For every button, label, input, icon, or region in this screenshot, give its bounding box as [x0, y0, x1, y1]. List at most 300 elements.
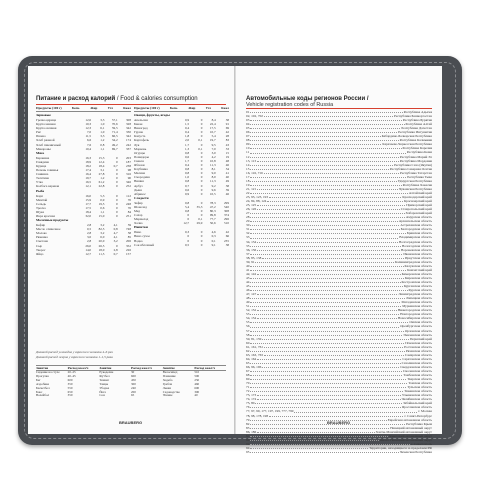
food-value: 0 [200, 150, 203, 155]
region-name: Краснодарский край [402, 194, 432, 199]
region-name: Самарская область [404, 352, 432, 357]
region-name: Республика Мордовия [399, 158, 432, 163]
region-name: Республика Дагестан [401, 126, 432, 131]
region-name: Вологодская область [401, 243, 432, 248]
food-category: Молочные продукты [36, 218, 69, 223]
dot-leader [250, 436, 388, 437]
dot-leader [250, 193, 407, 194]
food-value: 0 [200, 238, 203, 243]
dot-leader [250, 270, 406, 271]
food-value: 0,7 [113, 251, 118, 256]
food-value: 4,7 [113, 231, 118, 236]
dot-leader [250, 144, 381, 145]
food-category: Мясо [36, 150, 45, 155]
dot-leader [250, 448, 368, 449]
food-name: Свекла [134, 158, 144, 163]
region-code: 61, 161, 761 [246, 344, 263, 349]
dot-leader [294, 412, 417, 413]
codes-title-ru: Автомобильные коды регионов России / [246, 96, 369, 102]
food-value: 0 [200, 163, 203, 168]
region-code: 29 [246, 219, 250, 224]
region-code: 94 [246, 445, 250, 450]
food-value: 0,4 [184, 126, 190, 131]
region-code: 49 [246, 300, 250, 305]
note-fats: Дневной расход жиров у взрослого человека 1–1,5 раза [36, 355, 113, 359]
dot-leader [250, 286, 402, 287]
activity-kcal: 650 [67, 389, 73, 394]
activity-kcal: 40–45 [67, 373, 76, 378]
region-name: Смоленская область [402, 369, 432, 373]
food-value: 0,8 [113, 227, 118, 232]
food-name: Макароны [36, 146, 51, 151]
food-value: 157 [126, 251, 131, 256]
food-value: 19,7 [209, 138, 216, 143]
food-value: 0 [116, 201, 118, 206]
activity-kcal: 250 [194, 377, 200, 382]
food-category: Сладости [134, 195, 149, 200]
food-value: 328 [126, 122, 131, 127]
region-name: Чеченская Республика [399, 449, 432, 454]
region-name: Нижегородская область [397, 308, 432, 313]
food-value: 0 [200, 122, 203, 127]
food-value: 1,7 [184, 142, 190, 147]
activity-name: Сидение на стуле [36, 370, 60, 374]
dot-leader [250, 302, 400, 303]
food-value: 0 [116, 159, 118, 164]
food-value: 10,4 [85, 146, 92, 151]
region-name: г. Севастополь [411, 441, 432, 446]
activity-kcal: 450 [131, 377, 136, 382]
food-value: 82,5 [98, 227, 105, 232]
food-value: 5,4 [184, 204, 190, 209]
region-code: 78, 98, 178, 198 [246, 413, 269, 418]
food-value: 352 [126, 243, 131, 248]
food-value: 3,0 [211, 150, 216, 155]
dot-leader [262, 258, 404, 259]
food-value: 1,0 [100, 130, 105, 135]
food-value: 251 [126, 213, 131, 218]
food-value: 296 [224, 217, 229, 222]
dot-leader [250, 335, 402, 336]
food-value: 238 [126, 163, 131, 168]
food-value: 20,0 [98, 239, 105, 244]
region-name: Республика Адыгея [403, 110, 432, 114]
food-value: 5,4 [211, 134, 216, 139]
food-value: 91 [225, 122, 229, 127]
column-header: Продукты (100 г) [36, 106, 62, 110]
region-code: 89 [246, 437, 250, 442]
food-value: 38 [225, 242, 229, 247]
right-page [236, 66, 442, 454]
column-header: Продукты (100 г) [134, 106, 160, 110]
region-code: 07 [246, 134, 250, 139]
dot-leader [257, 161, 399, 162]
food-value: 0 [116, 205, 118, 210]
food-value: 15 [225, 150, 229, 155]
food-value: 99,8 [209, 213, 216, 218]
food-category: Овощи, фрукты, ягоды [134, 113, 170, 117]
activity-name: Танцы [99, 381, 109, 386]
region-name: Курганская область [403, 284, 432, 289]
food-value: 0,5 [86, 227, 92, 232]
dot-leader [250, 375, 402, 376]
region-name: Республика Северная Осетия [389, 166, 432, 171]
region-code: 23, 93, 123, 193 [246, 194, 269, 199]
region-name: Тульская область [407, 385, 432, 390]
food-value: 0 [116, 155, 118, 160]
food-value: 1,0 [100, 122, 105, 127]
region-code: 02, 102, 702 [246, 114, 263, 119]
food-value: 66,5 [111, 134, 118, 139]
energy-column-header: Расход ккал/ч [131, 366, 152, 370]
food-value: 0,8 [184, 179, 190, 184]
region-code: 66, 96, 196 [246, 364, 262, 369]
food-value: 0,4 [184, 130, 190, 135]
food-value: 0,1 [198, 146, 203, 151]
activity-kcal: 550 [67, 385, 73, 390]
food-name: Шоколад [134, 204, 147, 209]
food-value: 1,0 [184, 175, 190, 180]
activity-name: Сон [99, 393, 105, 398]
region-name: Белгородская область [400, 227, 432, 232]
food-name: Вино сухое [134, 234, 150, 239]
food-name: Клубника [134, 167, 148, 172]
food-name: Абрикос [134, 191, 146, 196]
food-name: Печень говяжья [36, 168, 59, 173]
column-header: Ккал [221, 106, 229, 110]
region-name: Пермский край [409, 336, 432, 341]
region-name: Рязанская область [405, 348, 432, 353]
food-value: 0,9 [184, 118, 190, 122]
food-value: 1,2 [100, 138, 105, 143]
food-table-left [36, 106, 131, 256]
region-code: 56 [246, 324, 250, 329]
region-name: Саратовская область [402, 356, 432, 361]
food-row [36, 184, 131, 188]
food-value: 19,5 [98, 201, 105, 206]
food-name: Говядина [36, 159, 49, 164]
energy-column-header: Занятие [99, 366, 112, 370]
food-value: 0,1 [198, 138, 203, 143]
food-value: 10,7 [209, 130, 216, 135]
food-value: 17,7 [85, 201, 92, 206]
food-value: 0 [200, 242, 203, 247]
region-code: 17 [246, 174, 250, 179]
dot-leader [262, 339, 409, 340]
region-code: 69 [246, 377, 250, 382]
food-value: 14,0 [85, 247, 92, 252]
dot-leader [255, 262, 393, 263]
dot-leader [257, 209, 400, 210]
food-value: 0 [116, 197, 118, 202]
region-code: 44 [246, 279, 250, 284]
food-name: Хлеб пшеничный [36, 142, 61, 147]
region-name: Калужская область [404, 263, 432, 268]
food-value: 0 [187, 234, 190, 239]
food-row [134, 243, 229, 247]
food-value: 12,1 [85, 184, 92, 189]
region-name: Сахалинская область [401, 360, 432, 365]
region-name: Карачаево-Черкесская Республика [382, 142, 432, 147]
dot-leader [250, 254, 402, 255]
food-value: 0,1 [198, 217, 203, 222]
region-name: Курская область [408, 288, 432, 293]
region-code: 57 [246, 328, 250, 333]
region-code: 06 [246, 130, 250, 135]
region-name: г. Санкт-Петербург [404, 413, 432, 418]
food-value: 0,9 [100, 197, 105, 202]
food-name: Кефир [36, 223, 46, 228]
food-value: 3,3 [100, 118, 105, 122]
activity-name: Аэробика [36, 381, 50, 386]
food-value: 206 [126, 239, 131, 244]
food-value: 316 [126, 172, 131, 177]
region-code: 39, 91 [246, 259, 255, 264]
food-name: Колбаса вареная [36, 184, 60, 189]
food-value: 0,8 [184, 171, 190, 176]
activity-kcal: 240 [131, 385, 136, 390]
activity-name: Теннис [99, 377, 110, 382]
food-value: 299 [224, 200, 229, 205]
food-value: 308 [126, 118, 131, 122]
region-name: Хабаровский край [405, 211, 432, 216]
food-value: 26,0 [85, 243, 92, 248]
food-value: 0,8 [184, 167, 190, 172]
food-value: 2,0 [184, 138, 190, 143]
food-value: 43 [225, 142, 229, 147]
food-value: 4,1 [113, 223, 118, 228]
region-code: 83 [246, 425, 250, 430]
food-value: 0,1 [211, 238, 216, 243]
dot-leader [250, 407, 401, 408]
food-name: Вишня [134, 179, 144, 184]
food-value: 12,6 [85, 118, 92, 122]
region-name: Псковская область [405, 340, 432, 345]
food-name: Сахар [134, 213, 143, 218]
column-header: Жир [188, 106, 196, 110]
food-value: 69,7 [111, 146, 118, 151]
food-value: 0 [116, 193, 118, 198]
energy-column-header: Занятие [36, 366, 49, 370]
food-value: 83 [225, 138, 229, 143]
food-value: 69 [225, 126, 229, 131]
food-title-ru: Питание и расход калорий [36, 96, 116, 102]
note-carbs: Дневной расход углеводов у взрослого человека 4–6 раз [36, 350, 113, 354]
region-code: 60 [246, 340, 250, 345]
food-value: 11,3 [210, 179, 216, 184]
region-name: Республика Хакасия [402, 182, 432, 187]
food-value: 0 [116, 168, 118, 173]
food-name: Яблоки [134, 163, 145, 168]
food-value: 0,7 [184, 183, 190, 188]
food-value: 8,1 [211, 167, 216, 172]
activity-kcal: 600 [67, 377, 73, 382]
dot-leader [269, 416, 403, 417]
food-value: 42 [225, 130, 229, 135]
food-value: 16,5 [85, 180, 92, 185]
food-value: 0,8 [184, 208, 190, 213]
food-value: 3,2 [100, 223, 105, 228]
region-code: 19 [246, 182, 250, 187]
region-code: 87 [246, 433, 250, 438]
food-title-en: Food & calories consumption [120, 96, 198, 102]
dot-leader [257, 395, 401, 396]
food-name: Хлеб ржаной [36, 138, 55, 143]
food-value: 12,3 [85, 126, 92, 131]
region-code: 55 [246, 320, 250, 325]
dot-leader [250, 165, 393, 166]
region-name: Архангельская область [398, 219, 432, 224]
food-name: Творог [36, 247, 46, 252]
energy-column-header: Расход ккал/ч [194, 366, 216, 370]
activity-name: Баскетбол [36, 385, 50, 390]
food-value: 40 [225, 175, 229, 180]
food-value: 3,0 [86, 235, 92, 240]
food-value: 34,2 [111, 138, 118, 143]
food-value: 0 [116, 213, 118, 218]
food-name: Мед [134, 208, 140, 213]
food-value: 17,5 [85, 205, 92, 210]
food-value: 330 [126, 130, 131, 135]
activity-kcal: 600 [194, 385, 200, 390]
region-code: 72 [246, 389, 250, 394]
food-value: 1,5 [184, 122, 190, 127]
food-value: 0 [116, 184, 118, 189]
region-name: Новосибирская область [397, 316, 432, 321]
region-code: 86, 186 [246, 429, 257, 434]
food-value: 84 [127, 209, 131, 214]
region-code: 48 [246, 296, 250, 301]
region-name: Республика Тыва [407, 174, 432, 179]
region-code: 79 [246, 417, 250, 422]
column-header: Белк. [71, 106, 81, 110]
food-value: 10,3 [85, 122, 92, 127]
dot-leader [250, 444, 410, 445]
food-value: 1,1 [100, 146, 105, 151]
dot-leader [250, 238, 398, 239]
food-value: 9,5 [211, 142, 216, 147]
food-value: 66 [225, 234, 229, 239]
region-code: 41 [246, 267, 250, 272]
region-code: 24, 84, 88, 124 [246, 199, 267, 204]
activity-name: Футбол [99, 373, 110, 378]
food-value: 6,0 [100, 235, 105, 240]
dot-leader [250, 148, 401, 149]
dot-leader [264, 116, 393, 117]
food-value: 0 [187, 217, 190, 222]
region-code: 64, 164 [246, 356, 257, 361]
region-code: 68 [246, 373, 250, 378]
food-value: 59,5 [111, 126, 118, 131]
food-value: 187 [126, 159, 131, 164]
region-code: 45 [246, 284, 250, 289]
region-code: 34, 134 [246, 239, 257, 244]
dot-leader [250, 440, 378, 441]
region-code: 47, 147 [246, 292, 257, 297]
food-value: 49,2 [111, 142, 118, 147]
region-name: Республика Татарстан [400, 170, 432, 175]
region-name: Ярославская область [401, 405, 432, 410]
dot-leader [250, 428, 389, 429]
region-name: Новгородская область [400, 312, 432, 317]
food-value: 4,1 [113, 235, 118, 240]
region-name: Воронежская область [400, 247, 432, 252]
dot-leader [250, 136, 380, 137]
food-name: Банан [134, 122, 143, 127]
region-code: 67 [246, 369, 250, 373]
dot-leader [257, 274, 400, 275]
brand-logo-right: BRAUBERG [327, 420, 351, 425]
dot-leader [250, 120, 401, 121]
food-value: 0 [200, 234, 203, 239]
activity-kcal: 510 [194, 370, 200, 374]
food-value: 308 [224, 208, 229, 213]
dot-leader [250, 157, 399, 158]
region-code: 42, 142 [246, 271, 257, 276]
food-value: 342 [126, 126, 131, 131]
dot-leader [264, 355, 404, 356]
region-name: Алтайский край [408, 190, 432, 195]
region-code: 63, 163, 763 [246, 352, 263, 357]
region-code: 18 [246, 178, 250, 183]
region-name: Ставропольский край [400, 207, 432, 212]
activity-name: Бег [36, 377, 41, 382]
region-name: Еврейская автономная область [387, 417, 432, 422]
region-code: 13, 113 [246, 158, 257, 163]
food-value: 38 [225, 183, 229, 188]
dot-leader [250, 177, 406, 178]
food-value: 235 [224, 238, 229, 243]
food-value: 19,7 [85, 176, 92, 181]
dot-leader [250, 452, 398, 453]
food-value: 0,9 [184, 191, 190, 196]
food-value: 0 [200, 208, 203, 213]
region-name: Брянская область [406, 231, 432, 236]
food-value: 0 [200, 167, 203, 172]
food-value: 2,8 [113, 247, 118, 252]
activity-kcal: 30 [131, 370, 135, 374]
region-code: 62 [246, 348, 250, 353]
dot-leader [257, 294, 397, 295]
region-name: Приморский край [406, 203, 432, 208]
activity-kcal: 20–25 [67, 370, 76, 374]
food-value: 48 [225, 158, 229, 163]
region-name: Республика Бурятия [402, 118, 432, 123]
food-value: 32,0 [85, 213, 92, 218]
energy-column-header: Расход ккал/ч [67, 366, 89, 370]
region-name: Кабардино-Балкарская Республика [381, 134, 432, 139]
dot-leader [257, 250, 400, 251]
region-name: Чукотский автономный округ [389, 433, 432, 438]
activity-name: Бокс [36, 389, 43, 394]
column-header: Угл [107, 106, 113, 110]
activity-name: Ходьба [162, 377, 173, 382]
region-name: Пензенская область [403, 332, 432, 337]
dot-leader [257, 310, 397, 311]
food-name: Дыня [134, 187, 142, 192]
region-code: 36, 136 [246, 247, 257, 252]
activity-name: Садоводство [162, 389, 180, 394]
food-value: 0 [200, 187, 203, 192]
food-value: 0 [200, 191, 203, 196]
food-name: Капуста [134, 134, 146, 139]
region-name: г. Москва [418, 409, 432, 414]
food-name: Смородина [134, 175, 150, 180]
food-value: 61,2 [98, 180, 105, 185]
food-value: 12,4 [98, 159, 105, 164]
food-value: 0,6 [100, 205, 105, 210]
region-code: 73, 173 [246, 393, 257, 398]
